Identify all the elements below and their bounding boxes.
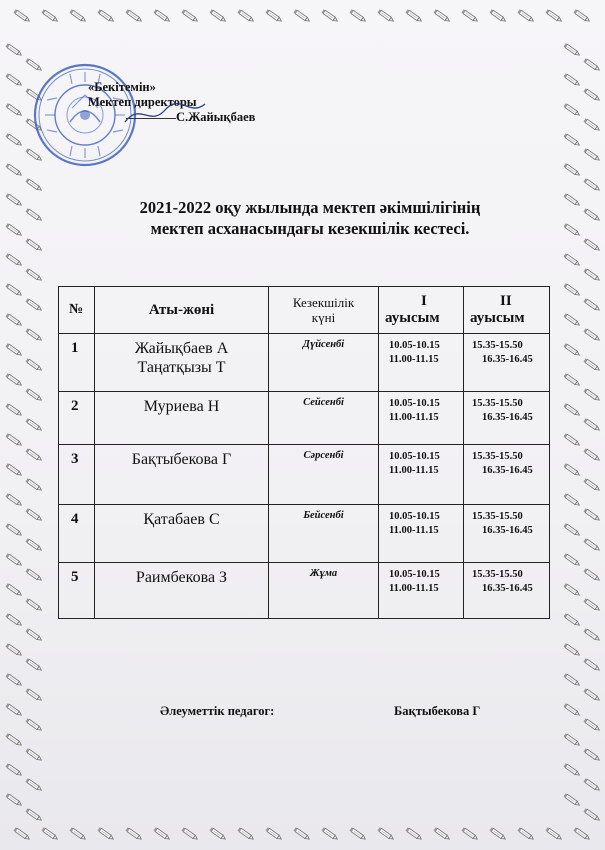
pencil-icon	[5, 223, 22, 237]
header-shift-2-numeral: II	[500, 293, 512, 309]
pencil-icon	[293, 9, 310, 23]
row-shift-1-time-b: 11.00-11.15	[389, 583, 439, 594]
pencil-icon	[5, 313, 22, 327]
pencil-icon	[563, 253, 580, 267]
approval-title: «Бекітемін»	[88, 80, 156, 94]
pencil-icon	[5, 553, 22, 567]
pencil-icon	[25, 568, 42, 582]
table-header-row	[59, 287, 550, 334]
pencil-icon	[5, 793, 22, 807]
row-shift-1-time-b: 11.00-11.15	[389, 525, 439, 536]
pencil-icon	[349, 827, 366, 841]
pencil-icon	[25, 658, 42, 672]
row-duty-day: Сейсенбі	[269, 392, 379, 445]
pencil-icon	[583, 568, 600, 582]
pencil-icon	[377, 9, 394, 23]
row-name-line1: Бақтыбекова Г	[131, 451, 232, 468]
pencil-icon	[25, 388, 42, 402]
header-shift-2-label: ауысым	[470, 310, 525, 326]
row-shift-1	[379, 563, 464, 619]
pencil-icon	[5, 403, 22, 417]
pencil-icon	[69, 827, 86, 841]
row-number: 5	[59, 563, 95, 619]
pencil-icon	[583, 298, 600, 312]
pencil-icon	[583, 238, 600, 252]
pencil-icon	[563, 433, 580, 447]
row-shift-1-time-a: 10.05-10.15	[389, 569, 440, 580]
pencil-icon	[563, 613, 580, 627]
pencil-icon	[583, 448, 600, 462]
pencil-icon	[563, 163, 580, 177]
pencil-icon	[583, 58, 600, 72]
pencil-icon	[563, 103, 580, 117]
pencil-icon	[125, 827, 142, 841]
row-number: 1	[59, 334, 95, 392]
pencil-icon	[563, 523, 580, 537]
pencil-icon	[69, 9, 86, 23]
pencil-icon	[573, 827, 590, 841]
row-name	[95, 505, 269, 563]
pencil-icon	[25, 328, 42, 342]
row-duty-day: Сәрсенбі	[269, 445, 379, 505]
pencil-icon	[563, 403, 580, 417]
pencil-icon	[583, 538, 600, 552]
pencil-icon	[125, 9, 142, 23]
director-name: С.Жайықбаев	[176, 110, 256, 124]
pencil-icon	[13, 827, 30, 841]
row-shift-2	[464, 505, 550, 563]
header-shift-1-label: ауысым	[385, 310, 440, 326]
row-name-line1: Раимбекова З	[135, 569, 228, 586]
row-duty-day: Бейсенбі	[269, 505, 379, 563]
pencil-icon	[583, 478, 600, 492]
pencil-icon	[265, 9, 282, 23]
row-duty-day: Дүйсенбі	[269, 334, 379, 392]
pencil-icon	[563, 313, 580, 327]
header-duty-day	[269, 287, 379, 334]
header-duty-day-line2: күні	[311, 310, 336, 325]
pencil-icon	[25, 628, 42, 642]
pencil-icon	[5, 343, 22, 357]
pencil-icon	[583, 388, 600, 402]
pencil-icon	[583, 718, 600, 732]
pencil-icon	[405, 827, 422, 841]
row-shift-2-time-b: 16.35-16.45	[482, 354, 533, 365]
pencil-icon	[583, 208, 600, 222]
pencil-icon	[25, 748, 42, 762]
row-shift-1	[379, 334, 464, 392]
pencil-icon	[25, 778, 42, 792]
pencil-icon	[97, 9, 114, 23]
pencil-icon	[377, 827, 394, 841]
pencil-icon	[517, 827, 534, 841]
pencil-icon	[5, 73, 22, 87]
pencil-icon	[583, 808, 600, 822]
table-row	[59, 563, 550, 619]
pencil-icon	[563, 283, 580, 297]
row-shift-2-time-b: 16.35-16.45	[482, 583, 533, 594]
pencil-icon	[237, 827, 254, 841]
pencil-icon	[563, 493, 580, 507]
pencil-icon	[5, 703, 22, 717]
pencil-icon	[5, 493, 22, 507]
table-row	[59, 392, 550, 445]
header-shift-1-numeral: I	[421, 293, 427, 309]
row-shift-1-time-b: 11.00-11.15	[389, 412, 439, 423]
title-line-2: мектеп асханасындағы кезекшілік кестесі.	[150, 219, 470, 238]
pencil-icon	[181, 9, 198, 23]
pencil-icon	[41, 827, 58, 841]
pencil-icon	[405, 9, 422, 23]
pencil-icon	[583, 628, 600, 642]
row-shift-2-time-b: 16.35-16.45	[482, 465, 533, 476]
row-shift-2-time-a: 15.35-15.50	[472, 451, 523, 462]
row-name	[95, 445, 269, 505]
header-duty-day-line1: Кезекшілік	[292, 295, 355, 310]
row-duty-day: Жұма	[269, 563, 379, 619]
row-shift-2	[464, 392, 550, 445]
row-shift-1-time-b: 11.00-11.15	[389, 354, 439, 365]
pencil-icon	[25, 448, 42, 462]
row-name	[95, 392, 269, 445]
pencil-icon	[563, 133, 580, 147]
row-shift-1	[379, 392, 464, 445]
pencil-icon	[563, 703, 580, 717]
pencil-icon	[237, 9, 254, 23]
approval-position: Мектеп директоры	[88, 95, 197, 109]
row-shift-2	[464, 563, 550, 619]
row-shift-2	[464, 445, 550, 505]
pencil-icon	[25, 538, 42, 552]
pencil-icon	[321, 827, 338, 841]
header-number: №	[59, 287, 95, 334]
pencil-icon	[5, 373, 22, 387]
pencil-icon	[25, 688, 42, 702]
pencil-icon	[563, 553, 580, 567]
pencil-icon	[583, 508, 600, 522]
table-row	[59, 445, 550, 505]
pencil-icon	[583, 118, 600, 132]
pencil-icon	[563, 673, 580, 687]
pencil-icon	[349, 9, 366, 23]
row-name-line1: Жайықбаев А	[134, 340, 229, 357]
pencil-icon	[25, 268, 42, 282]
row-shift-2-time-b: 16.35-16.45	[482, 412, 533, 423]
pencil-icon	[5, 613, 22, 627]
pencil-icon	[5, 103, 22, 117]
table-row	[59, 334, 550, 392]
pencil-icon	[583, 88, 600, 102]
title-line-1: 2021-2022 оқу жылында мектеп әкімшілігінің	[139, 198, 481, 217]
pencil-icon	[25, 508, 42, 522]
pencil-icon	[153, 827, 170, 841]
pencil-icon	[209, 9, 226, 23]
row-name-line2: Таңатқызы Т	[137, 359, 226, 376]
pencil-icon	[25, 178, 42, 192]
pencil-icon	[563, 793, 580, 807]
pencil-icon	[563, 643, 580, 657]
pencil-icon	[583, 598, 600, 612]
row-name	[95, 563, 269, 619]
row-shift-2-time-b: 16.35-16.45	[482, 525, 533, 536]
pencil-icon	[181, 827, 198, 841]
row-shift-2-time-a: 15.35-15.50	[472, 511, 523, 522]
pencil-icon	[563, 373, 580, 387]
pencil-icon	[583, 328, 600, 342]
pencil-icon	[153, 9, 170, 23]
pencil-icon	[25, 418, 42, 432]
row-shift-1	[379, 505, 464, 563]
pencil-icon	[293, 827, 310, 841]
pencil-icon	[583, 358, 600, 372]
row-shift-2	[464, 334, 550, 392]
row-shift-1-time-a: 10.05-10.15	[389, 398, 440, 409]
row-number: 3	[59, 445, 95, 505]
pencil-icon	[563, 343, 580, 357]
pencil-icon	[25, 718, 42, 732]
pencil-icon	[25, 478, 42, 492]
pencil-icon	[265, 827, 282, 841]
row-shift-1-time-b: 11.00-11.15	[389, 465, 439, 476]
pencil-icon	[489, 9, 506, 23]
pencil-icon	[321, 9, 338, 23]
pencil-icon	[5, 523, 22, 537]
pencil-icon	[25, 598, 42, 612]
pencil-icon	[5, 133, 22, 147]
pencil-icon	[97, 827, 114, 841]
pencil-icon	[563, 733, 580, 747]
header-shift-2	[464, 287, 550, 334]
pencil-icon	[583, 148, 600, 162]
row-shift-1-time-a: 10.05-10.15	[389, 340, 440, 351]
pencil-icon	[583, 268, 600, 282]
pencil-icon	[545, 9, 562, 23]
row-shift-1-time-a: 10.05-10.15	[389, 451, 440, 462]
pencil-icon	[209, 827, 226, 841]
pencil-icon	[489, 827, 506, 841]
pencil-icon	[573, 9, 590, 23]
pencil-icon	[25, 358, 42, 372]
pencil-icon	[563, 463, 580, 477]
pencil-icon	[5, 733, 22, 747]
row-name-line1: Қатабаев С	[143, 511, 220, 528]
pencil-icon	[433, 827, 450, 841]
pencil-icon	[13, 9, 30, 23]
row-name	[95, 334, 269, 392]
pencil-icon	[5, 583, 22, 597]
pencil-icon	[545, 827, 562, 841]
pencil-icon	[5, 193, 22, 207]
pencil-icon	[5, 643, 22, 657]
pencil-icon	[583, 688, 600, 702]
row-shift-2-time-a: 15.35-15.50	[472, 569, 523, 580]
pencil-icon	[41, 9, 58, 23]
pencil-icon	[25, 238, 42, 252]
pencil-icon	[583, 418, 600, 432]
row-number: 4	[59, 505, 95, 563]
table-row	[59, 505, 550, 563]
signature	[120, 92, 210, 132]
pencil-icon	[517, 9, 534, 23]
pencil-icon	[5, 463, 22, 477]
pencil-icon	[5, 673, 22, 687]
row-number: 2	[59, 392, 95, 445]
header-name: Аты-жөні	[95, 287, 269, 334]
document-title	[40, 197, 580, 239]
pencil-icon	[563, 763, 580, 777]
row-shift-2-time-a: 15.35-15.50	[472, 340, 523, 351]
pencil-icon	[5, 283, 22, 297]
pencil-icon	[583, 178, 600, 192]
pencil-icon	[433, 9, 450, 23]
row-shift-2-time-a: 15.35-15.50	[472, 398, 523, 409]
row-shift-1-time-a: 10.05-10.15	[389, 511, 440, 522]
pencil-icon	[583, 778, 600, 792]
pencil-icon	[563, 583, 580, 597]
pencil-icon	[25, 808, 42, 822]
pencil-icon	[5, 763, 22, 777]
footer-role: Әлеуметтік педагог:	[160, 704, 275, 718]
pencil-icon	[563, 43, 580, 57]
pencil-icon	[583, 748, 600, 762]
header-shift-1	[379, 287, 464, 334]
footer-signatory-name: Бақтыбекова Г	[394, 704, 481, 718]
pencil-icon	[5, 433, 22, 447]
pencil-icon	[563, 73, 580, 87]
duty-schedule-table	[58, 286, 550, 619]
pencil-icon	[5, 253, 22, 267]
pencil-icon	[583, 658, 600, 672]
pencil-icon	[461, 827, 478, 841]
pencil-icon	[461, 9, 478, 23]
pencil-icon	[5, 43, 22, 57]
pencil-icon	[25, 298, 42, 312]
row-shift-1	[379, 445, 464, 505]
pencil-icon	[5, 163, 22, 177]
row-name-line1: Муриева Н	[143, 398, 220, 415]
